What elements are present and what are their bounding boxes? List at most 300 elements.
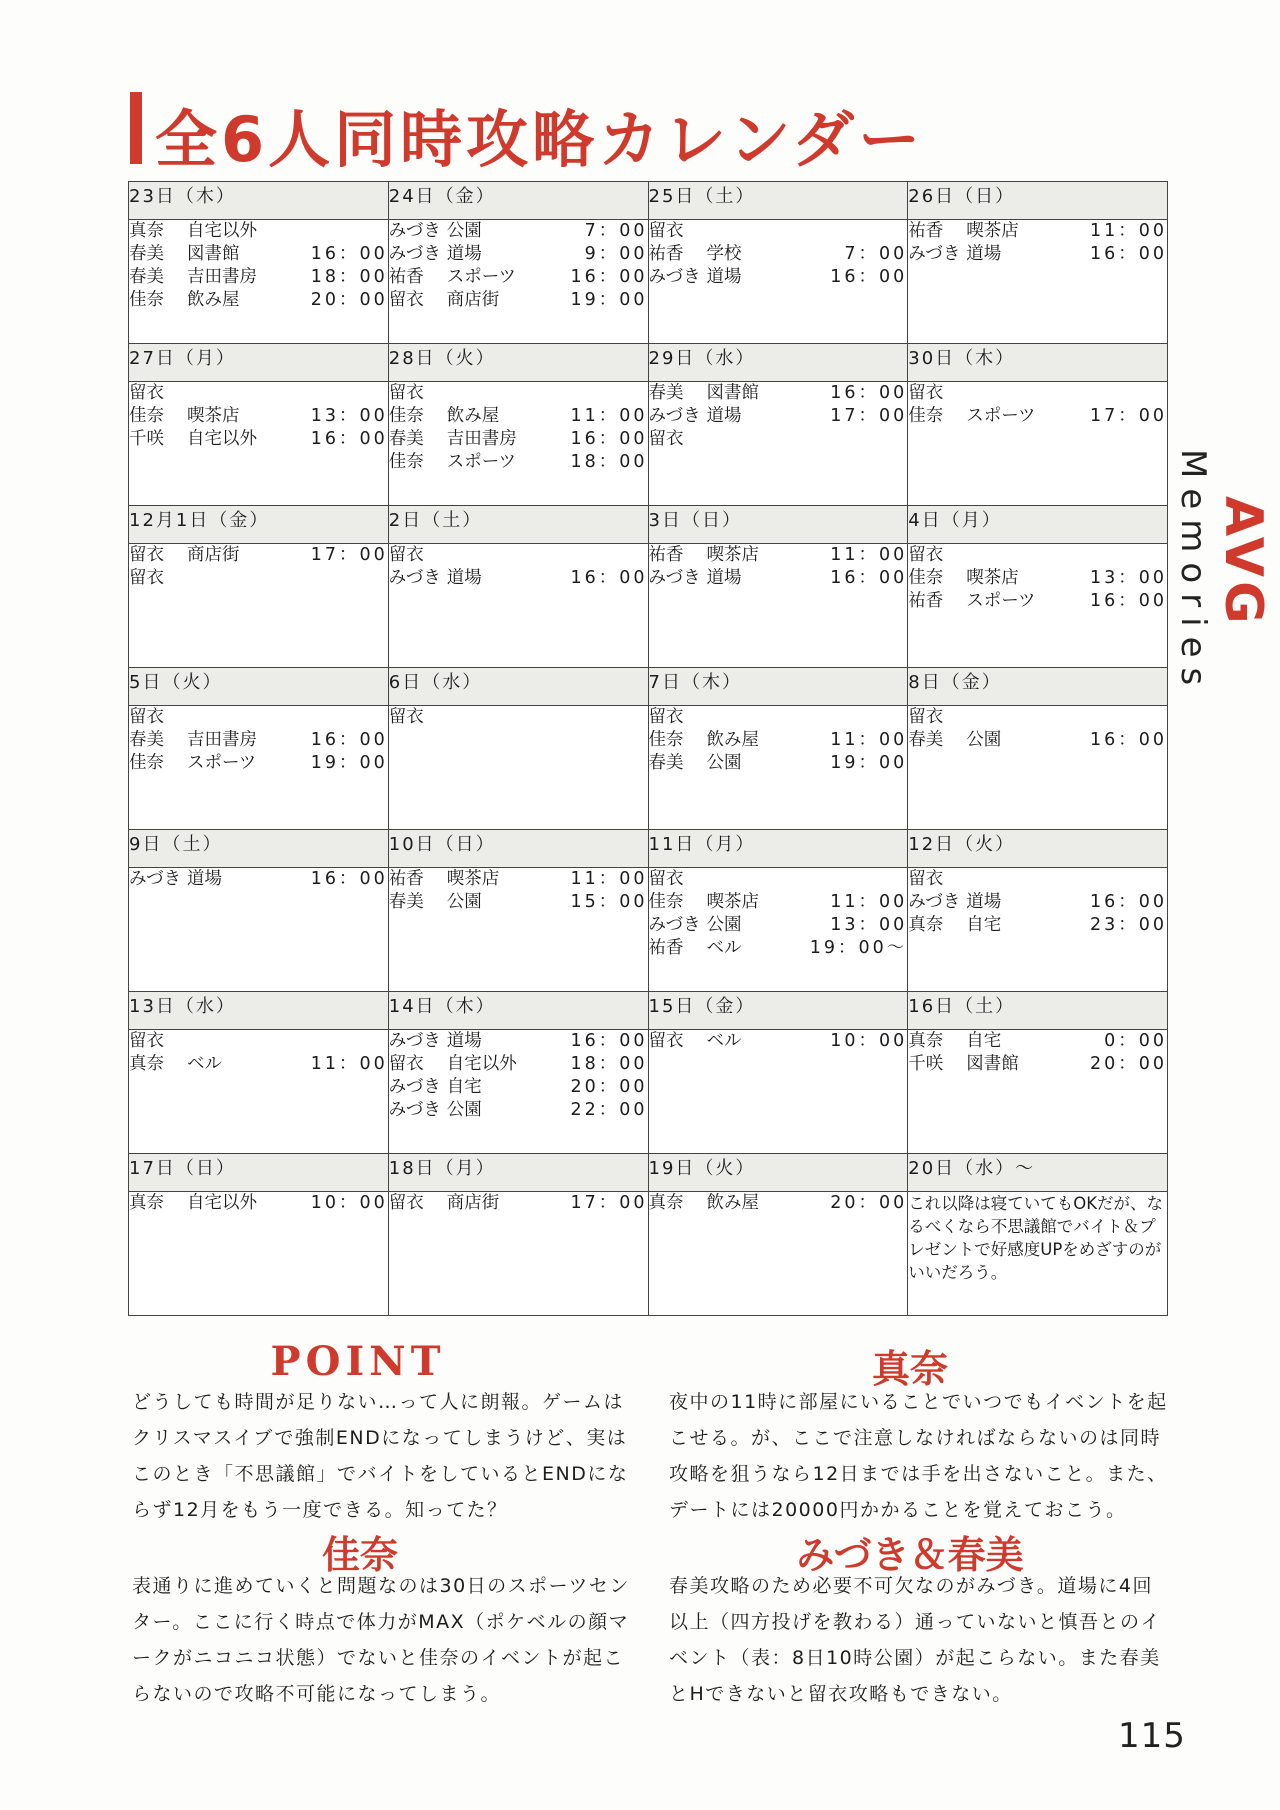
- calendar-header-row: [129, 344, 1168, 382]
- location: ベル: [706, 1031, 742, 1051]
- time: 19：00: [310, 753, 388, 773]
- location: 道場: [446, 244, 482, 264]
- character-name: 佳奈: [908, 406, 944, 426]
- location: [966, 544, 1167, 567]
- location: [187, 706, 388, 729]
- character-name: 留衣: [129, 707, 164, 727]
- location: スポーツ: [446, 267, 517, 287]
- time: 11：00: [830, 730, 908, 750]
- character-name: 春美: [388, 892, 424, 912]
- character-name: 千咲: [129, 429, 164, 449]
- calendar-date: 25日（土）: [648, 182, 908, 220]
- location: 道場: [187, 869, 222, 889]
- character-name: 留衣: [388, 707, 424, 727]
- title-accent-bar: [130, 92, 142, 164]
- location: [447, 544, 648, 567]
- character-name: 祐香: [648, 244, 684, 264]
- time: 16：00: [1089, 892, 1167, 912]
- location: 道場: [966, 892, 1002, 912]
- character-name: みづき: [129, 869, 182, 889]
- schedule-entry: [649, 752, 908, 775]
- calendar-body-row: [129, 1030, 1168, 1154]
- calendar-cell: [908, 382, 1168, 506]
- schedule-entry: [908, 914, 1167, 937]
- calendar-date: 4日（月）: [908, 506, 1168, 544]
- schedule-entry: [129, 405, 388, 428]
- time: 16：00: [830, 383, 908, 403]
- character-name: 留衣: [129, 383, 164, 403]
- calendar-date: 9日（土）: [129, 830, 389, 868]
- calendar-cell: [129, 1030, 389, 1154]
- character-name: 春美: [129, 244, 164, 264]
- character-name: 真奈: [129, 221, 164, 241]
- time: 9：00: [584, 244, 648, 264]
- time: 16：00: [830, 267, 908, 287]
- character-name: 祐香: [648, 938, 684, 958]
- time: 11：00: [570, 869, 648, 889]
- character-name: 真奈: [908, 915, 944, 935]
- schedule-entry: [389, 1076, 648, 1099]
- location: 自宅以外: [187, 429, 257, 449]
- schedule-entry: [129, 266, 388, 289]
- calendar-cell: [648, 1030, 908, 1154]
- location: 図書館: [706, 383, 759, 403]
- calendar-body-row: [129, 706, 1168, 830]
- location: 図書館: [187, 244, 240, 264]
- calendar-cell: [908, 220, 1168, 344]
- character-name: 春美: [648, 383, 684, 403]
- schedule-entry: [649, 891, 908, 914]
- character-name: 佳奈: [388, 406, 424, 426]
- schedule-entry: [129, 729, 388, 752]
- schedule-entry: [908, 1053, 1167, 1076]
- character-name: 真奈: [129, 1054, 164, 1074]
- calendar-body-row: [129, 382, 1168, 506]
- schedule-entry: [389, 451, 648, 474]
- schedule-entry: [129, 289, 388, 312]
- location: 道場: [706, 568, 742, 588]
- schedule-entry: [129, 220, 388, 243]
- character-name: みづき: [908, 244, 961, 264]
- time: 10：00: [310, 1193, 388, 1213]
- schedule-entry: [649, 220, 908, 243]
- mizuki-harumi-heading: みづき＆春美: [796, 1533, 1024, 1577]
- schedule-entry: [129, 243, 388, 266]
- calendar-cell: [129, 544, 389, 668]
- location: 図書館: [966, 1054, 1019, 1074]
- location: スポーツ: [187, 753, 257, 773]
- schedule-entry: [649, 567, 908, 590]
- character-name: 春美: [648, 753, 684, 773]
- character-name: みづき: [648, 915, 701, 935]
- schedule-entry: [649, 1030, 908, 1053]
- calendar-date: 11日（月）: [648, 830, 908, 868]
- location: 喫茶店: [966, 221, 1019, 241]
- location: 喫茶店: [187, 406, 240, 426]
- time: 16：00: [570, 429, 648, 449]
- calendar-date: 13日（水）: [129, 992, 389, 1030]
- page-title: 全6人同時攻略カレンダー: [155, 103, 925, 176]
- schedule-entry: [129, 1192, 388, 1215]
- time: 10：00: [830, 1031, 908, 1051]
- calendar-note: これ以降は寝ていてもOKだが、なるべくなら不思議館でバイト＆プレゼントで好感度UPをめざすのがいいだろう。: [908, 1194, 1164, 1282]
- location: [187, 1030, 388, 1053]
- time: 18：00: [570, 1054, 648, 1074]
- location: 喫茶店: [966, 568, 1019, 588]
- schedule-entry: [389, 567, 648, 590]
- time: 16：00: [570, 568, 648, 588]
- time: 20：00: [570, 1077, 648, 1097]
- calendar-header-row: [129, 506, 1168, 544]
- calendar-body-row: [129, 220, 1168, 344]
- location: [707, 706, 908, 729]
- calendar-date: 12日（火）: [908, 830, 1168, 868]
- side-avg: AVG: [1213, 496, 1273, 628]
- location: [187, 382, 388, 405]
- location: 学校: [706, 244, 742, 264]
- time: 18：00: [570, 452, 648, 472]
- time: 20：00: [830, 1193, 908, 1213]
- schedule-entry: [649, 729, 908, 752]
- calendar-cell: [129, 382, 389, 506]
- time: 13：00: [310, 406, 388, 426]
- location: 喫茶店: [446, 869, 500, 889]
- location: [447, 382, 648, 405]
- character-name: 留衣: [648, 707, 684, 727]
- time: 15：00: [570, 892, 648, 912]
- calendar-cell: [648, 544, 908, 668]
- location: 自宅: [966, 1031, 1002, 1051]
- calendar-cell: [648, 1192, 908, 1316]
- schedule-entry: [908, 405, 1167, 428]
- schedule-entry: [649, 937, 908, 960]
- schedule-entry: [649, 243, 908, 266]
- schedule-entry: [129, 567, 388, 590]
- time: 16：00: [1089, 730, 1167, 750]
- character-name: 留衣: [388, 290, 424, 310]
- character-name: 留衣: [908, 383, 944, 403]
- character-name: 真奈: [648, 1193, 684, 1213]
- location: 公園: [706, 753, 742, 773]
- schedule-entry: [649, 382, 908, 405]
- calendar-header-row: [129, 182, 1168, 220]
- location: 吉田書房: [187, 267, 257, 287]
- location: 喫茶店: [706, 545, 759, 565]
- location: 公園: [446, 892, 482, 912]
- character-name: 留衣: [648, 221, 684, 241]
- location: 道場: [966, 244, 1002, 264]
- schedule-entry: [908, 1030, 1167, 1053]
- calendar-cell: [388, 382, 648, 506]
- character-name: 留衣: [648, 1031, 684, 1051]
- schedule-entry: [649, 428, 908, 451]
- location: 飲み屋: [706, 730, 759, 750]
- location: 公園: [446, 221, 482, 241]
- location: 商店街: [187, 545, 240, 565]
- calendar-date: 20日（水）～: [908, 1154, 1168, 1192]
- calendar-date: 17日（日）: [129, 1154, 389, 1192]
- calendar-date: 23日（木）: [129, 182, 389, 220]
- location: [707, 868, 908, 891]
- schedule-entry: [908, 220, 1167, 243]
- calendar-cell: [129, 868, 389, 992]
- side-memories: Memories: [1173, 448, 1213, 696]
- page-number: 115: [1118, 1716, 1186, 1756]
- location: [187, 567, 388, 590]
- location: スポーツ: [446, 452, 517, 472]
- schedule-entry: [129, 382, 388, 405]
- schedule-entry: [649, 266, 908, 289]
- location: 飲み屋: [706, 1193, 759, 1213]
- character-name: 祐香: [388, 869, 424, 889]
- location: [707, 428, 908, 451]
- calendar-cell: [908, 706, 1168, 830]
- time: 20：00: [1089, 1054, 1167, 1074]
- time: 17：00: [1089, 406, 1167, 426]
- time: 13：00: [1089, 568, 1167, 588]
- schedule-entry: [389, 428, 648, 451]
- character-name: みづき: [648, 568, 701, 588]
- schedule-entry: [389, 544, 648, 567]
- time: 11：00: [570, 406, 648, 426]
- schedule-entry: [389, 1099, 648, 1122]
- schedule-entry: [908, 891, 1167, 914]
- time: 11：00: [830, 545, 908, 565]
- calendar-cell: [129, 1192, 389, 1316]
- schedule-entry: [129, 428, 388, 451]
- time: 16：00: [310, 244, 388, 264]
- mizuki-harumi-text: 春美攻略のため必要不可欠なのがみづき。道場に4回以上（四方投げを教わる）通っていないと慎吾とのイベント（表：8日10時公園）が起こらない。また春美とHできないと留衣攻略もできない。: [669, 1575, 1162, 1705]
- character-name: 佳奈: [129, 753, 164, 773]
- character-name: 祐香: [908, 591, 944, 611]
- schedule-entry: [389, 1192, 648, 1215]
- time: 11：00: [830, 892, 908, 912]
- time: 16：00: [570, 267, 648, 287]
- calendar-date: 18日（月）: [388, 1154, 648, 1192]
- location: 商店街: [446, 1193, 500, 1213]
- calendar-date: 14日（木）: [388, 992, 648, 1030]
- location: 飲み屋: [446, 406, 500, 426]
- location: 自宅: [966, 915, 1002, 935]
- location: 吉田書房: [187, 730, 257, 750]
- character-name: 千咲: [908, 1054, 944, 1074]
- character-name: みづき: [648, 406, 701, 426]
- calendar-date: 6日（水）: [388, 668, 648, 706]
- calendar-cell: [388, 706, 648, 830]
- mana-text: 夜中の11時に部屋にいることでいつでもイベントを起こせる。が、ここで注意しなければならないのは同時攻略を狙うなら12日までは手を出さないこと。また、デートには20000円かかることを覚えておこう。: [669, 1391, 1168, 1521]
- calendar-date: 12月1日（金）: [129, 506, 389, 544]
- calendar-cell: [648, 706, 908, 830]
- location: 商店街: [446, 290, 500, 310]
- location: 喫茶店: [706, 892, 759, 912]
- calendar-date: 28日（火）: [388, 344, 648, 382]
- location: 道場: [706, 267, 742, 287]
- time: 17：00: [570, 1193, 648, 1213]
- schedule-entry: [649, 405, 908, 428]
- location: 自宅以外: [446, 1054, 517, 1074]
- calendar-date: 15日（金）: [648, 992, 908, 1030]
- location: 吉田書房: [446, 429, 517, 449]
- time: 19：00～: [809, 938, 908, 958]
- location: 自宅以外: [187, 1193, 257, 1213]
- character-name: みづき: [648, 267, 701, 287]
- time: 16：00: [310, 869, 388, 889]
- schedule-entry: [908, 590, 1167, 613]
- schedule-entry: [908, 567, 1167, 590]
- location: 道場: [706, 406, 742, 426]
- schedule-entry: [389, 868, 648, 891]
- time: 17：00: [310, 545, 388, 565]
- character-name: 留衣: [908, 869, 944, 889]
- character-name: 留衣: [388, 545, 424, 565]
- location: [966, 868, 1167, 891]
- calendar-date: 16日（土）: [908, 992, 1168, 1030]
- schedule-entry: [649, 914, 908, 937]
- character-name: 佳奈: [648, 730, 684, 750]
- calendar-date: 26日（日）: [908, 182, 1168, 220]
- schedule-entry: [389, 289, 648, 312]
- calendar-table: [128, 181, 1168, 1316]
- location: [707, 220, 908, 243]
- character-name: 留衣: [908, 707, 944, 727]
- time: 23：00: [1089, 915, 1167, 935]
- schedule-entry: [649, 868, 908, 891]
- schedule-entry: [389, 706, 648, 729]
- character-name: 祐香: [648, 545, 684, 565]
- character-name: 春美: [129, 267, 164, 287]
- location: 自宅以外: [187, 221, 257, 241]
- location: 公園: [966, 730, 1002, 750]
- point-text: どうしても時間が足りない…って人に朗報。ゲームはクリスマスイブで強制ENDになってしまうけど、実はこのとき「不思議館」でバイトをしているとENDにならず12月をもう一度できる。知ってた？: [132, 1391, 629, 1521]
- schedule-entry: [908, 729, 1167, 752]
- schedule-entry: [389, 891, 648, 914]
- time: 16：00: [310, 429, 388, 449]
- location: 道場: [446, 1031, 482, 1051]
- character-name: 春美: [388, 429, 424, 449]
- character-name: 佳奈: [129, 406, 164, 426]
- time: 7：00: [584, 221, 648, 241]
- time: 11：00: [1089, 221, 1167, 241]
- calendar-body-row: [129, 1192, 1168, 1316]
- time: 18：00: [310, 267, 388, 287]
- character-name: 春美: [908, 730, 944, 750]
- time: 16：00: [570, 1031, 648, 1051]
- calendar-cell: [648, 220, 908, 344]
- time: 16：00: [310, 730, 388, 750]
- calendar-cell: [388, 220, 648, 344]
- location: 自宅: [446, 1077, 482, 1097]
- point-heading: POINT: [270, 1338, 446, 1385]
- schedule-entry: [389, 266, 648, 289]
- schedule-entry: [389, 243, 648, 266]
- calendar-cell: [908, 868, 1168, 992]
- schedule-entry: [129, 752, 388, 775]
- location: ベル: [187, 1054, 222, 1074]
- schedule-entry: [908, 868, 1167, 891]
- character-name: 留衣: [129, 545, 164, 565]
- character-name: みづき: [388, 244, 441, 264]
- location: [966, 706, 1167, 729]
- location: 飲み屋: [187, 290, 240, 310]
- calendar-date: 24日（金）: [388, 182, 648, 220]
- time: 17：00: [830, 406, 908, 426]
- character-name: みづき: [908, 892, 961, 912]
- schedule-entry: [649, 1192, 908, 1215]
- character-name: 真奈: [908, 1031, 944, 1051]
- character-name: 佳奈: [908, 568, 944, 588]
- calendar-header-row: [129, 1154, 1168, 1192]
- calendar-cell: [388, 868, 648, 992]
- character-name: みづき: [388, 568, 441, 588]
- calendar-cell: [908, 1030, 1168, 1154]
- character-name: 留衣: [648, 429, 684, 449]
- location: [447, 706, 648, 729]
- calendar-body-row: [129, 544, 1168, 668]
- calendar-cell: [908, 1192, 1168, 1316]
- time: 19：00: [830, 753, 908, 773]
- calendar-cell: [388, 1192, 648, 1316]
- location: 道場: [446, 568, 482, 588]
- character-name: 祐香: [388, 267, 424, 287]
- kana-text: 表通りに進めていくと問題なのは30日のスポーツセンター。ここに行く時点で体力がMAX（ポケベルの顔マークがニコニコ状態）でないと佳奈のイベントが起こらないので攻略不可能になってしまう。: [132, 1575, 630, 1705]
- character-name: 佳奈: [388, 452, 424, 472]
- calendar-header-row: [129, 992, 1168, 1030]
- mana-heading: 真奈: [871, 1347, 948, 1391]
- schedule-entry: [129, 868, 388, 891]
- schedule-entry: [908, 243, 1167, 266]
- character-name: 留衣: [908, 545, 944, 565]
- time: 13：00: [830, 915, 908, 935]
- time: 11：00: [310, 1054, 388, 1074]
- calendar-date: 19日（火）: [648, 1154, 908, 1192]
- calendar-cell: [908, 544, 1168, 668]
- character-name: 留衣: [129, 1031, 164, 1051]
- time: 22：00: [570, 1100, 648, 1120]
- location: ベル: [706, 938, 742, 958]
- character-name: 留衣: [388, 1054, 424, 1074]
- character-name: 留衣: [388, 1193, 424, 1213]
- calendar-cell: [648, 868, 908, 992]
- schedule-entry: [389, 405, 648, 428]
- character-name: みづき: [388, 1077, 441, 1097]
- location: 公園: [446, 1100, 482, 1120]
- schedule-entry: [129, 1053, 388, 1076]
- calendar-date: 10日（日）: [388, 830, 648, 868]
- calendar-date: 27日（月）: [129, 344, 389, 382]
- calendar-date: 5日（火）: [129, 668, 389, 706]
- schedule-entry: [389, 382, 648, 405]
- location: 公園: [706, 915, 742, 935]
- character-name: みづき: [388, 1031, 441, 1051]
- character-name: みづき: [388, 1100, 441, 1120]
- schedule-entry: [389, 1053, 648, 1076]
- time: 7：00: [844, 244, 908, 264]
- calendar-cell: [648, 382, 908, 506]
- character-name: 佳奈: [648, 892, 684, 912]
- calendar-cell: [129, 706, 389, 830]
- calendar-date: 2日（土）: [388, 506, 648, 544]
- character-name: 真奈: [129, 1193, 164, 1213]
- character-name: 留衣: [388, 383, 424, 403]
- character-name: 春美: [129, 730, 164, 750]
- calendar-cell: [129, 220, 389, 344]
- character-name: 留衣: [648, 869, 684, 889]
- schedule-entry: [389, 1030, 648, 1053]
- kana-heading: 佳奈: [321, 1533, 398, 1577]
- calendar-cell: [388, 544, 648, 668]
- character-name: みづき: [388, 221, 441, 241]
- calendar-header-row: [129, 668, 1168, 706]
